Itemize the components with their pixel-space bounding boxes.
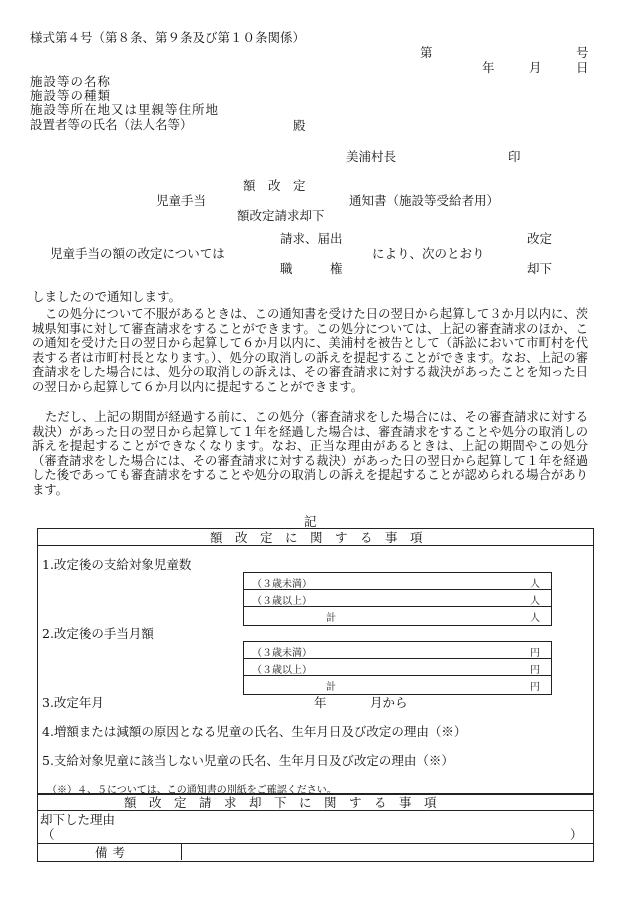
deadline-paragraph: ただし、上記の期間が経過する前に、この処分（審査請求をした場合には、その審査請求に対する裁決）があった日の翌日から起算して１年を経過した場合は、審査請求をすることや処分の取消しの訴えを提起することができなくなります。なお、正当な理由があるときは、上記の期間やこの処分（審査請求をした場合には、その審査請求に対する裁決）があった日の翌日から起算して１年を経過した後であっても審査請求をすることや処分の取消しの訴えを提起することが認められる場合があります。	[32, 410, 588, 497]
facility-name-label: 施設等の名称	[30, 74, 112, 89]
facility-address-label: 施設等所在地又は里親等住所地	[30, 102, 220, 117]
revision-month: 月から	[370, 695, 408, 710]
attachment-note: （※）４、５については、この通知書の別紙をご確認ください。	[47, 785, 337, 796]
intro-closing: しましたので通知します。	[32, 289, 182, 304]
basis-ex-officio: 職 権	[280, 261, 343, 276]
allowance-total-label: 計	[326, 682, 336, 693]
title-prefix: 児童手当	[156, 193, 207, 208]
ki-marker: 記	[304, 514, 317, 529]
divider	[181, 843, 182, 860]
form-number: 様式第４号（第８条、第９条及び第１０条関係）	[30, 30, 306, 45]
increase-decrease-reason-label: 4.増額または減額の原因となる児童の氏名、生年月日及び改定の理由（※）	[42, 724, 467, 739]
result-rejection: 却下	[527, 261, 553, 276]
rejection-section-heading: 額 改 定 請 求 却 下 に 関 す る 事 項	[124, 795, 437, 810]
honorific: 殿	[293, 118, 306, 133]
rejection-reason-label: 却下した理由	[40, 812, 116, 827]
children-over3-label: （３歳以上）	[252, 596, 312, 607]
revision-year: 年	[314, 695, 327, 710]
intro-middle: により、次のとおり	[372, 246, 485, 261]
result-revision: 改定	[527, 231, 553, 246]
reason-paren-open: （	[42, 827, 55, 842]
children-over3-unit: 人	[530, 596, 540, 607]
allowance-under3-unit: 円	[530, 648, 540, 659]
title-suffix: 通知書（施設等受給者用）	[349, 193, 500, 208]
allowance-over3-unit: 円	[530, 665, 540, 676]
children-under3-label: （３歳未満）	[252, 579, 312, 590]
remarks-label: 備考	[95, 845, 131, 860]
allowance-over3-label: （３歳以上）	[252, 665, 312, 676]
allowance-under3-label: （３歳未満）	[252, 648, 312, 659]
allowance-total-unit: 円	[530, 682, 540, 693]
revision-date-label: 3.改定年月	[42, 695, 104, 710]
title-option-rejection: 額改定請求却下	[237, 208, 325, 223]
appeal-paragraph: この処分について不服があるときは、この通知書を受けた日の翌日から起算して３か月以内に、茨城県知事に対して審査請求をすることができます。この処分については、上記の審査請求のほか、この通知を受けた日の翌日から起算して６か月以内に、美浦村を被告として（訴訟において市町村を代表する者は市町村長となります。）、処分の取消しの訴えを提起することができます。なお、上記の審査請求をした場合には、処分の取消しの訴えは、その審査請求に対する裁決があったことを知った日の翌日から起算して６か月以内に提起することができます。	[32, 307, 588, 394]
children-under3-unit: 人	[530, 579, 540, 590]
divider	[37, 810, 593, 811]
non-eligible-children-label: 5.支給対象児童に該当しない児童の氏名、生年月日及び改定の理由（※）	[42, 753, 454, 768]
reason-paren-close: ）	[570, 827, 583, 842]
date-day: 日	[576, 60, 589, 75]
issuer-title: 美浦村長	[346, 149, 397, 164]
doc-number-prefix: 第	[420, 45, 433, 60]
seal-mark: 印	[508, 149, 521, 164]
divider	[37, 545, 593, 546]
doc-number-suffix: 号	[576, 45, 589, 60]
intro-lead: 児童手当の額の改定については	[50, 246, 225, 261]
founder-name-label: 設置者等の氏名（法人名等）	[30, 117, 193, 132]
facility-type-label: 施設等の種類	[30, 88, 112, 103]
monthly-allowance-label: 2.改定後の手当月額	[42, 626, 154, 641]
basis-request: 請求、届出	[280, 231, 343, 246]
date-year: 年	[482, 60, 495, 75]
revision-section-heading: 額 改 定 に 関 す る 事 項	[210, 530, 423, 545]
eligible-children-label: 1.改定後の支給対象児童数	[42, 557, 192, 572]
date-month: 月	[529, 60, 542, 75]
children-total-label: 計	[326, 613, 336, 624]
divider	[37, 843, 593, 844]
children-total-unit: 人	[530, 613, 540, 624]
title-option-revision: 額 改 定	[243, 178, 306, 193]
